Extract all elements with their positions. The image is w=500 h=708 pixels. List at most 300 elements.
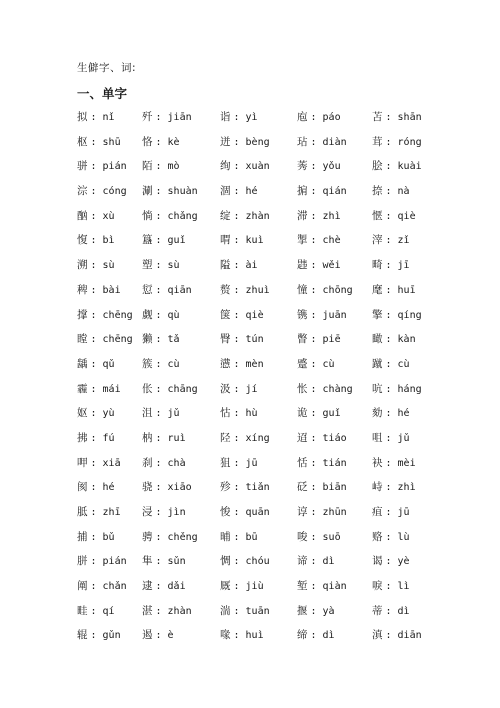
- character-entry: [372, 183, 410, 198]
- character-glyph: 塑: [142, 259, 153, 272]
- character-pinyin: : zǐ: [385, 235, 410, 247]
- character-pinyin: : róng: [385, 136, 422, 148]
- character-pinyin: : jiù: [233, 581, 264, 593]
- character-glyph: 惝: [142, 209, 153, 222]
- character-entry: [372, 381, 422, 396]
- character-pinyin: : zhàn: [233, 210, 270, 222]
- character-entry: [297, 504, 347, 519]
- character-glyph: 畸: [372, 259, 383, 272]
- character-row: [0, 134, 500, 159]
- character-pinyin: : chēng: [90, 309, 133, 321]
- character-glyph: 恬: [297, 456, 308, 469]
- character-pinyin: : ài: [233, 260, 258, 272]
- character-glyph: 恪: [142, 135, 153, 148]
- character-row: [0, 479, 500, 504]
- character-pinyin: : jī: [385, 260, 410, 272]
- character-glyph: 瞰: [372, 333, 383, 346]
- character-entry: [372, 529, 410, 544]
- character-glyph: 骋: [142, 530, 153, 543]
- character-glyph: 溯: [77, 259, 88, 272]
- character-glyph: 惬: [372, 209, 383, 222]
- character-pinyin: : zhuì: [233, 284, 270, 296]
- character-entry: [220, 109, 258, 124]
- character-pinyin: : hé: [233, 186, 258, 198]
- character-entry: [372, 257, 410, 272]
- character-row: [0, 282, 500, 307]
- character-glyph: 庖: [297, 111, 308, 123]
- character-glyph: 晡: [220, 530, 231, 543]
- character-pinyin: : chǎng: [155, 210, 198, 222]
- character-glyph: 喟: [220, 234, 231, 247]
- character-list: [0, 109, 500, 652]
- character-pinyin: : jìn: [155, 507, 186, 518]
- character-entry: [77, 331, 133, 346]
- character-glyph: 疽: [372, 506, 383, 518]
- character-glyph: 阂: [77, 481, 88, 494]
- character-pinyin: : qiè: [385, 210, 416, 222]
- character-entry: [297, 553, 335, 568]
- character-pinyin: : xù: [90, 210, 115, 222]
- character-glyph: 擎: [372, 308, 383, 321]
- character-row: [0, 158, 500, 183]
- character-pinyin: : yà: [310, 605, 335, 617]
- character-entry: [77, 134, 121, 149]
- character-entry: [220, 257, 258, 272]
- character-glyph: 劾: [372, 407, 383, 420]
- character-entry: [142, 109, 192, 124]
- character-glyph: 唆: [297, 530, 308, 543]
- character-pinyin: : zhì: [310, 210, 341, 222]
- character-pinyin: : páo: [310, 112, 341, 123]
- character-entry: [142, 232, 186, 247]
- character-row: [0, 232, 500, 257]
- character-entry: [297, 627, 335, 642]
- character-entry: [77, 158, 127, 173]
- character-glyph: 滞: [297, 209, 308, 222]
- character-entry: [220, 553, 270, 568]
- character-entry: [220, 381, 258, 396]
- character-row: [0, 504, 500, 529]
- character-entry: [297, 183, 347, 198]
- character-row: [0, 356, 500, 381]
- character-pinyin: : nà: [385, 186, 410, 198]
- character-pinyin: : quān: [233, 507, 270, 518]
- character-entry: [372, 134, 422, 149]
- character-entry: [142, 504, 186, 519]
- character-entry: [77, 356, 115, 371]
- character-pinyin: : è: [155, 630, 174, 642]
- character-glyph: 捕: [77, 530, 88, 543]
- character-glyph: 堑: [297, 580, 308, 593]
- character-entry: [220, 455, 258, 470]
- character-pinyin: : suō: [310, 531, 341, 543]
- character-glyph: 妪: [77, 407, 88, 420]
- character-pinyin: : cóng: [90, 186, 127, 198]
- character-pinyin: : bì: [90, 235, 115, 247]
- character-row: [0, 331, 500, 356]
- character-pinyin: : wěi: [310, 260, 341, 272]
- character-pinyin: : yù: [90, 408, 115, 420]
- character-entry: [372, 455, 416, 470]
- character-entry: [220, 479, 270, 494]
- character-pinyin: : chěng: [155, 531, 198, 543]
- character-entry: [77, 504, 121, 519]
- character-glyph: 袂: [372, 456, 383, 469]
- character-entry: [77, 627, 121, 642]
- character-pinyin: : guǐ: [310, 408, 341, 420]
- character-row: [0, 578, 500, 603]
- character-entry: [372, 158, 422, 173]
- character-glyph: 绽: [220, 209, 231, 222]
- character-pinyin: : jǔ: [155, 408, 180, 420]
- character-row: [0, 257, 500, 282]
- character-pinyin: : ruì: [155, 432, 186, 444]
- character-glyph: 砭: [297, 481, 308, 494]
- character-entry: [297, 356, 335, 371]
- character-glyph: 惆: [220, 555, 231, 568]
- character-pinyin: : qǔ: [90, 358, 115, 370]
- character-glyph: 逮: [142, 580, 153, 593]
- character-pinyin: : jí: [233, 383, 258, 395]
- character-entry: [77, 603, 115, 618]
- character-entry: [372, 356, 410, 371]
- character-glyph: 觑: [142, 308, 153, 321]
- character-glyph: 怙: [220, 407, 231, 420]
- character-pinyin: : shān: [385, 112, 422, 123]
- character-glyph: 骁: [142, 481, 153, 494]
- character-glyph: 胝: [77, 506, 88, 518]
- character-entry: [372, 331, 416, 346]
- character-entry: [142, 307, 180, 322]
- character-glyph: 滇: [372, 629, 383, 642]
- character-glyph: 悛: [220, 506, 231, 518]
- character-pinyin: : bǔ: [90, 531, 115, 543]
- character-entry: [142, 627, 174, 642]
- character-entry: [297, 430, 347, 445]
- character-entry: [372, 232, 410, 247]
- character-entry: [142, 603, 192, 618]
- character-entry: [297, 455, 347, 470]
- character-pinyin: : dì: [385, 605, 410, 617]
- character-pinyin: : piē: [310, 334, 341, 346]
- character-glyph: 缔: [297, 629, 308, 642]
- character-glyph: 殄: [220, 481, 231, 494]
- character-glyph: 簇: [142, 357, 153, 370]
- character-pinyin: : qíng: [385, 309, 422, 321]
- character-entry: [220, 504, 270, 519]
- character-glyph: 湍: [220, 604, 231, 617]
- character-entry: [142, 529, 198, 544]
- character-glyph: 獭: [142, 333, 153, 346]
- character-pinyin: : sǔn: [155, 556, 186, 568]
- character-pinyin: : mèi: [385, 457, 416, 469]
- character-entry: [372, 282, 416, 297]
- character-glyph: 茸: [372, 135, 383, 148]
- character-glyph: 绚: [220, 160, 231, 173]
- character-glyph: 拟: [77, 111, 88, 123]
- character-glyph: 揠: [297, 604, 308, 617]
- character-glyph: 玷: [297, 135, 308, 148]
- character-entry: [142, 479, 192, 494]
- character-entry: [142, 553, 186, 568]
- character-entry: [77, 183, 127, 198]
- character-glyph: 畦: [77, 604, 88, 617]
- character-pinyin: : biān: [310, 482, 347, 494]
- character-pinyin: : huì: [233, 630, 264, 642]
- character-pinyin: : tún: [233, 334, 264, 346]
- character-glyph: 苫: [372, 111, 383, 123]
- character-pinyin: : cù: [310, 358, 335, 370]
- character-entry: [372, 307, 422, 322]
- character-entry: [372, 627, 422, 642]
- character-pinyin: : tiáo: [310, 432, 347, 444]
- character-pinyin: : zhì: [385, 482, 416, 494]
- character-entry: [297, 307, 347, 322]
- character-pinyin: : kuài: [385, 161, 422, 173]
- character-glyph: 蹙: [297, 357, 308, 370]
- character-entry: [142, 356, 180, 371]
- character-pinyin: : xuàn: [233, 161, 270, 173]
- character-glyph: 瞥: [297, 333, 308, 346]
- character-pinyin: : yǒu: [310, 161, 341, 173]
- character-glyph: 辊: [77, 629, 88, 642]
- character-glyph: 陌: [142, 160, 153, 173]
- character-entry: [297, 232, 341, 247]
- character-pinyin: : yì: [233, 112, 258, 123]
- character-entry: [372, 405, 410, 420]
- character-entry: [297, 578, 347, 593]
- character-entry: [142, 183, 198, 198]
- character-glyph: 捺: [372, 185, 383, 198]
- character-pinyin: : qiān: [155, 284, 192, 296]
- character-glyph: 脍: [372, 160, 383, 173]
- character-pinyin: : bèng: [233, 136, 270, 148]
- character-entry: [142, 405, 180, 420]
- document-heading: 生僻字、词:: [77, 62, 137, 74]
- character-entry: [220, 405, 258, 420]
- character-entry: [220, 603, 270, 618]
- character-glyph: 掮: [297, 185, 308, 198]
- character-glyph: 诣: [220, 111, 231, 123]
- character-pinyin: : mèn: [233, 358, 264, 370]
- character-pinyin: : qián: [310, 186, 347, 198]
- character-entry: [77, 257, 115, 272]
- character-entry: [297, 158, 341, 173]
- character-entry: [220, 232, 264, 247]
- character-row: [0, 603, 500, 628]
- character-glyph: 喙: [220, 629, 231, 642]
- character-glyph: 怅: [297, 382, 308, 395]
- character-row: [0, 627, 500, 652]
- character-pinyin: : cù: [155, 358, 180, 370]
- character-pinyin: : jiān: [155, 112, 192, 123]
- character-pinyin: : tiǎn: [233, 482, 270, 494]
- character-glyph: 懑: [220, 357, 231, 370]
- character-entry: [220, 331, 264, 346]
- character-glyph: 浸: [142, 506, 153, 518]
- character-row: [0, 109, 500, 134]
- character-pinyin: : qù: [155, 309, 180, 321]
- character-pinyin: : cù: [385, 358, 410, 370]
- section-title: 一、单字: [77, 86, 128, 101]
- character-pinyin: : hé: [385, 408, 410, 420]
- character-pinyin: : guǐ: [155, 235, 186, 247]
- character-entry: [220, 529, 258, 544]
- character-pinyin: : zhūn: [310, 507, 347, 518]
- character-entry: [220, 158, 270, 173]
- character-glyph: 龋: [77, 357, 88, 370]
- character-pinyin: : hù: [233, 408, 258, 420]
- character-pinyin: : bài: [90, 284, 121, 296]
- character-entry: [220, 134, 270, 149]
- character-entry: [372, 578, 410, 593]
- character-pinyin: : jū: [385, 507, 410, 518]
- character-entry: [77, 553, 127, 568]
- character-pinyin: : yè: [385, 556, 410, 568]
- character-glyph: 韪: [297, 259, 308, 272]
- character-entry: [142, 430, 186, 445]
- character-entry: [220, 356, 264, 371]
- character-entry: [220, 183, 258, 198]
- character-glyph: 遏: [142, 629, 153, 642]
- character-glyph: 赘: [220, 283, 231, 296]
- character-pinyin: : chǎn: [90, 581, 127, 593]
- character-glyph: 涸: [220, 185, 231, 198]
- character-entry: [77, 479, 115, 494]
- character-entry: [142, 158, 180, 173]
- character-glyph: 谒: [372, 555, 383, 568]
- character-entry: [372, 208, 416, 223]
- character-entry: [142, 257, 180, 272]
- character-glyph: 骈: [77, 160, 88, 173]
- character-pinyin: : nǐ: [90, 112, 115, 123]
- character-pinyin: : háng: [385, 383, 422, 395]
- character-row: [0, 183, 500, 208]
- character-entry: [297, 134, 347, 149]
- character-glyph: 拂: [77, 431, 88, 444]
- character-pinyin: : qiè: [233, 309, 264, 321]
- character-entry: [220, 627, 264, 642]
- character-entry: [142, 134, 180, 149]
- character-entry: [220, 307, 264, 322]
- character-glyph: 蹴: [372, 357, 383, 370]
- character-glyph: 谆: [297, 506, 308, 518]
- character-glyph: 湛: [142, 604, 153, 617]
- character-pinyin: : chēng: [90, 334, 133, 346]
- character-pinyin: : jū: [233, 457, 258, 469]
- character-entry: [77, 282, 121, 297]
- character-row: [0, 455, 500, 480]
- character-pinyin: : chè: [310, 235, 341, 247]
- character-entry: [220, 208, 270, 223]
- character-glyph: 伥: [142, 382, 153, 395]
- character-glyph: 阐: [77, 580, 88, 593]
- character-pinyin: : mò: [155, 161, 180, 173]
- character-row: [0, 307, 500, 332]
- character-pinyin: : qí: [90, 605, 115, 617]
- character-pinyin: : tuān: [233, 605, 270, 617]
- character-glyph: 迢: [297, 431, 308, 444]
- character-pinyin: : huī: [385, 284, 416, 296]
- character-glyph: 镌: [297, 308, 308, 321]
- character-pinyin: : kè: [155, 136, 180, 148]
- character-glyph: 胼: [77, 555, 88, 568]
- character-pinyin: : tǎ: [155, 334, 180, 346]
- character-pinyin: : diàn: [310, 136, 347, 148]
- character-pinyin: : pián: [90, 556, 127, 568]
- character-row: [0, 430, 500, 455]
- character-glyph: 诡: [297, 407, 308, 420]
- character-pinyin: : sù: [155, 260, 180, 272]
- character-glyph: 霾: [77, 382, 88, 395]
- character-entry: [77, 232, 115, 247]
- character-pinyin: : zhàn: [155, 605, 192, 617]
- character-pinyin: : pián: [90, 161, 127, 173]
- character-glyph: 迸: [220, 135, 231, 148]
- character-glyph: 咀: [372, 431, 383, 444]
- character-pinyin: : diān: [385, 630, 422, 642]
- character-pinyin: : zhī: [90, 507, 121, 518]
- character-pinyin: : shuàn: [155, 186, 198, 198]
- character-entry: [297, 405, 341, 420]
- character-glyph: 赂: [372, 530, 383, 543]
- character-pinyin: : dì: [310, 556, 335, 568]
- character-pinyin: : lù: [385, 531, 410, 543]
- character-glyph: 涮: [142, 185, 153, 198]
- character-pinyin: : mái: [90, 383, 121, 395]
- character-entry: [77, 430, 115, 445]
- character-pinyin: : xiāo: [155, 482, 192, 494]
- character-row: [0, 529, 500, 554]
- character-pinyin: : xiā: [90, 457, 121, 469]
- character-entry: [372, 109, 422, 124]
- character-pinyin: : chóu: [233, 556, 270, 568]
- character-pinyin: : dì: [310, 630, 335, 642]
- character-entry: [220, 578, 264, 593]
- character-entry: [77, 529, 115, 544]
- character-pinyin: : hé: [90, 482, 115, 494]
- character-pinyin: : jǔ: [385, 432, 410, 444]
- character-entry: [77, 578, 127, 593]
- character-row: [0, 208, 500, 233]
- character-entry: [372, 603, 410, 618]
- character-row: [0, 405, 500, 430]
- character-glyph: 呷: [77, 456, 88, 469]
- character-glyph: 麾: [372, 283, 383, 296]
- character-entry: [142, 455, 186, 470]
- character-entry: [142, 381, 198, 396]
- character-entry: [297, 479, 347, 494]
- character-glyph: 峙: [372, 481, 383, 494]
- character-entry: [297, 331, 341, 346]
- character-row: [0, 553, 500, 578]
- character-pinyin: : sù: [90, 260, 115, 272]
- character-glyph: 隘: [220, 259, 231, 272]
- character-pinyin: : tián: [310, 457, 347, 469]
- character-entry: [297, 603, 335, 618]
- character-entry: [77, 455, 121, 470]
- character-entry: [142, 282, 192, 297]
- character-entry: [297, 208, 341, 223]
- character-pinyin: : lì: [385, 581, 410, 593]
- character-pinyin: : chōng: [310, 284, 353, 296]
- character-pinyin: : kuì: [233, 235, 264, 247]
- character-pinyin: : bū: [233, 531, 258, 543]
- character-glyph: 愆: [142, 283, 153, 296]
- character-glyph: 歼: [142, 111, 153, 123]
- character-glyph: 稗: [77, 283, 88, 296]
- character-glyph: 唳: [372, 580, 383, 593]
